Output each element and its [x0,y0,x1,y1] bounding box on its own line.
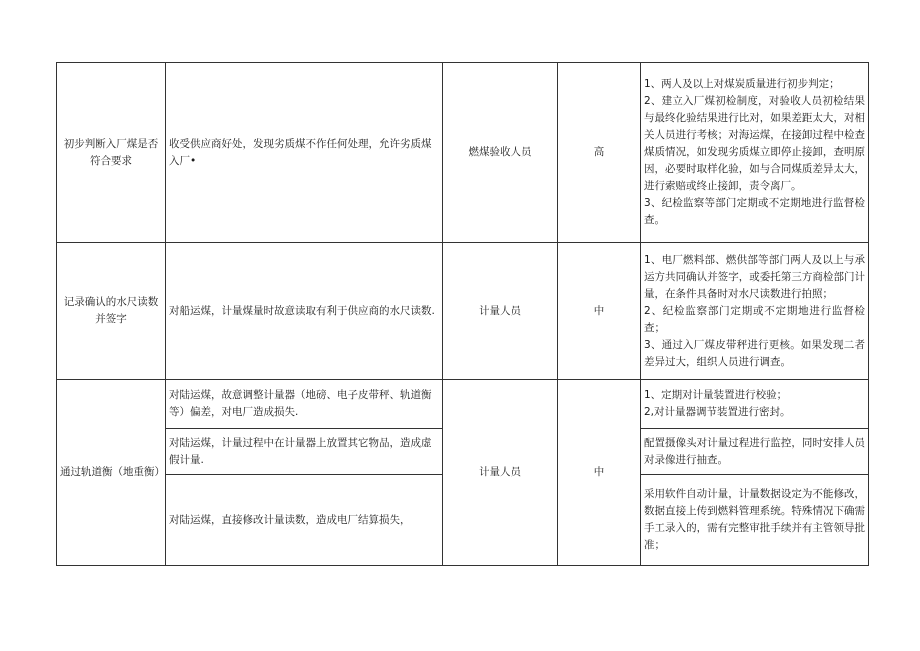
risk-description-cell: 对陆运煤，计量过程中在计量器上放置其它物品，造成虚假计量. [166,429,443,475]
risk-point-cell: 通过轨道衡（地重衡） [57,380,166,566]
risk-control-table [56,62,869,566]
measure-item: 3、通过入厂煤皮带秤进行更核。如果发现二者差异过大，组织人员进行调查。 [644,338,865,368]
table-row [57,63,869,243]
measure-item: 2,对计量器调节装置进行密封。 [644,406,791,418]
measure-item: 2、建立入厂煤初检制度，对验收人员初检结果与最终化验结果进行比对，如果差距太大，对相关人员进行考核；对海运煤，在接卸过程中检查煤质情况，如发现劣质煤立即停止接卸，查明原因，必要时取样化验，如与合同煤质差异太大，进行索赔或终止接卸，责令离厂。 [644,95,865,192]
risk-description-cell: 对陆运煤，直接修改计量读数，造成电厂结算损失， [166,475,443,566]
responsible-role-cell: 计量人员 [443,243,558,380]
risk-point-cell: 记录确认的水尺读数并签字 [57,243,166,380]
measure-item: 1、两人及以上对煤炭质量进行初步判定； [644,78,840,90]
table-row [57,243,869,380]
risk-description-cell: 收受供应商好处，发现劣质煤不作任何处理，允许劣质煤入厂• [166,63,443,243]
control-measures-cell [641,243,869,380]
responsible-role-cell: 计量人员 [443,380,558,566]
measure-item: 2、纪检监察部门定期或不定期地进行监督检查； [644,304,865,334]
control-measures-cell [641,475,869,566]
measure-item: 配置摄像头对计量过程进行监控，同时安排人员对录像进行抽查。 [644,436,865,466]
risk-description-cell: 对陆运煤，故意调整计量器（地磅、电子皮带秤、轨道衡等）偏差，对电厂造成损失. [166,380,443,429]
measure-item: 采用软件自动计量，计量数据设定为不能修改，数据直接上传到燃料管理系统。特殊情况下确需手工录入的，需有完整审批手续并有主管领导批准； [644,488,865,551]
control-measures-cell [641,429,869,475]
responsible-role-cell: 燃煤验收人员 [443,63,558,243]
risk-level-cell: 中 [558,380,641,566]
measure-item: 1、电厂燃料部、燃供部等部门两人及以上与承运方共同确认并签字，或委托第三方商检部门计量，在条件具备时对水尺读数进行拍照； [644,253,865,300]
measure-item: 3、纪检监察等部门定期或不定期地进行监督检查。 [644,197,865,226]
measure-item: 1、定期对计量装置进行校验； [644,389,788,401]
risk-point-cell: 初步判断入厂煤是否符合要求 [57,63,166,243]
risk-level-cell: 高 [558,63,641,243]
table-row [57,380,869,429]
risk-level-cell: 中 [558,243,641,380]
control-measures-cell [641,380,869,429]
risk-description-cell: 对船运煤，计量煤量时故意读取有利于供应商的水尺读数. [166,243,443,380]
control-measures-cell [641,63,869,243]
